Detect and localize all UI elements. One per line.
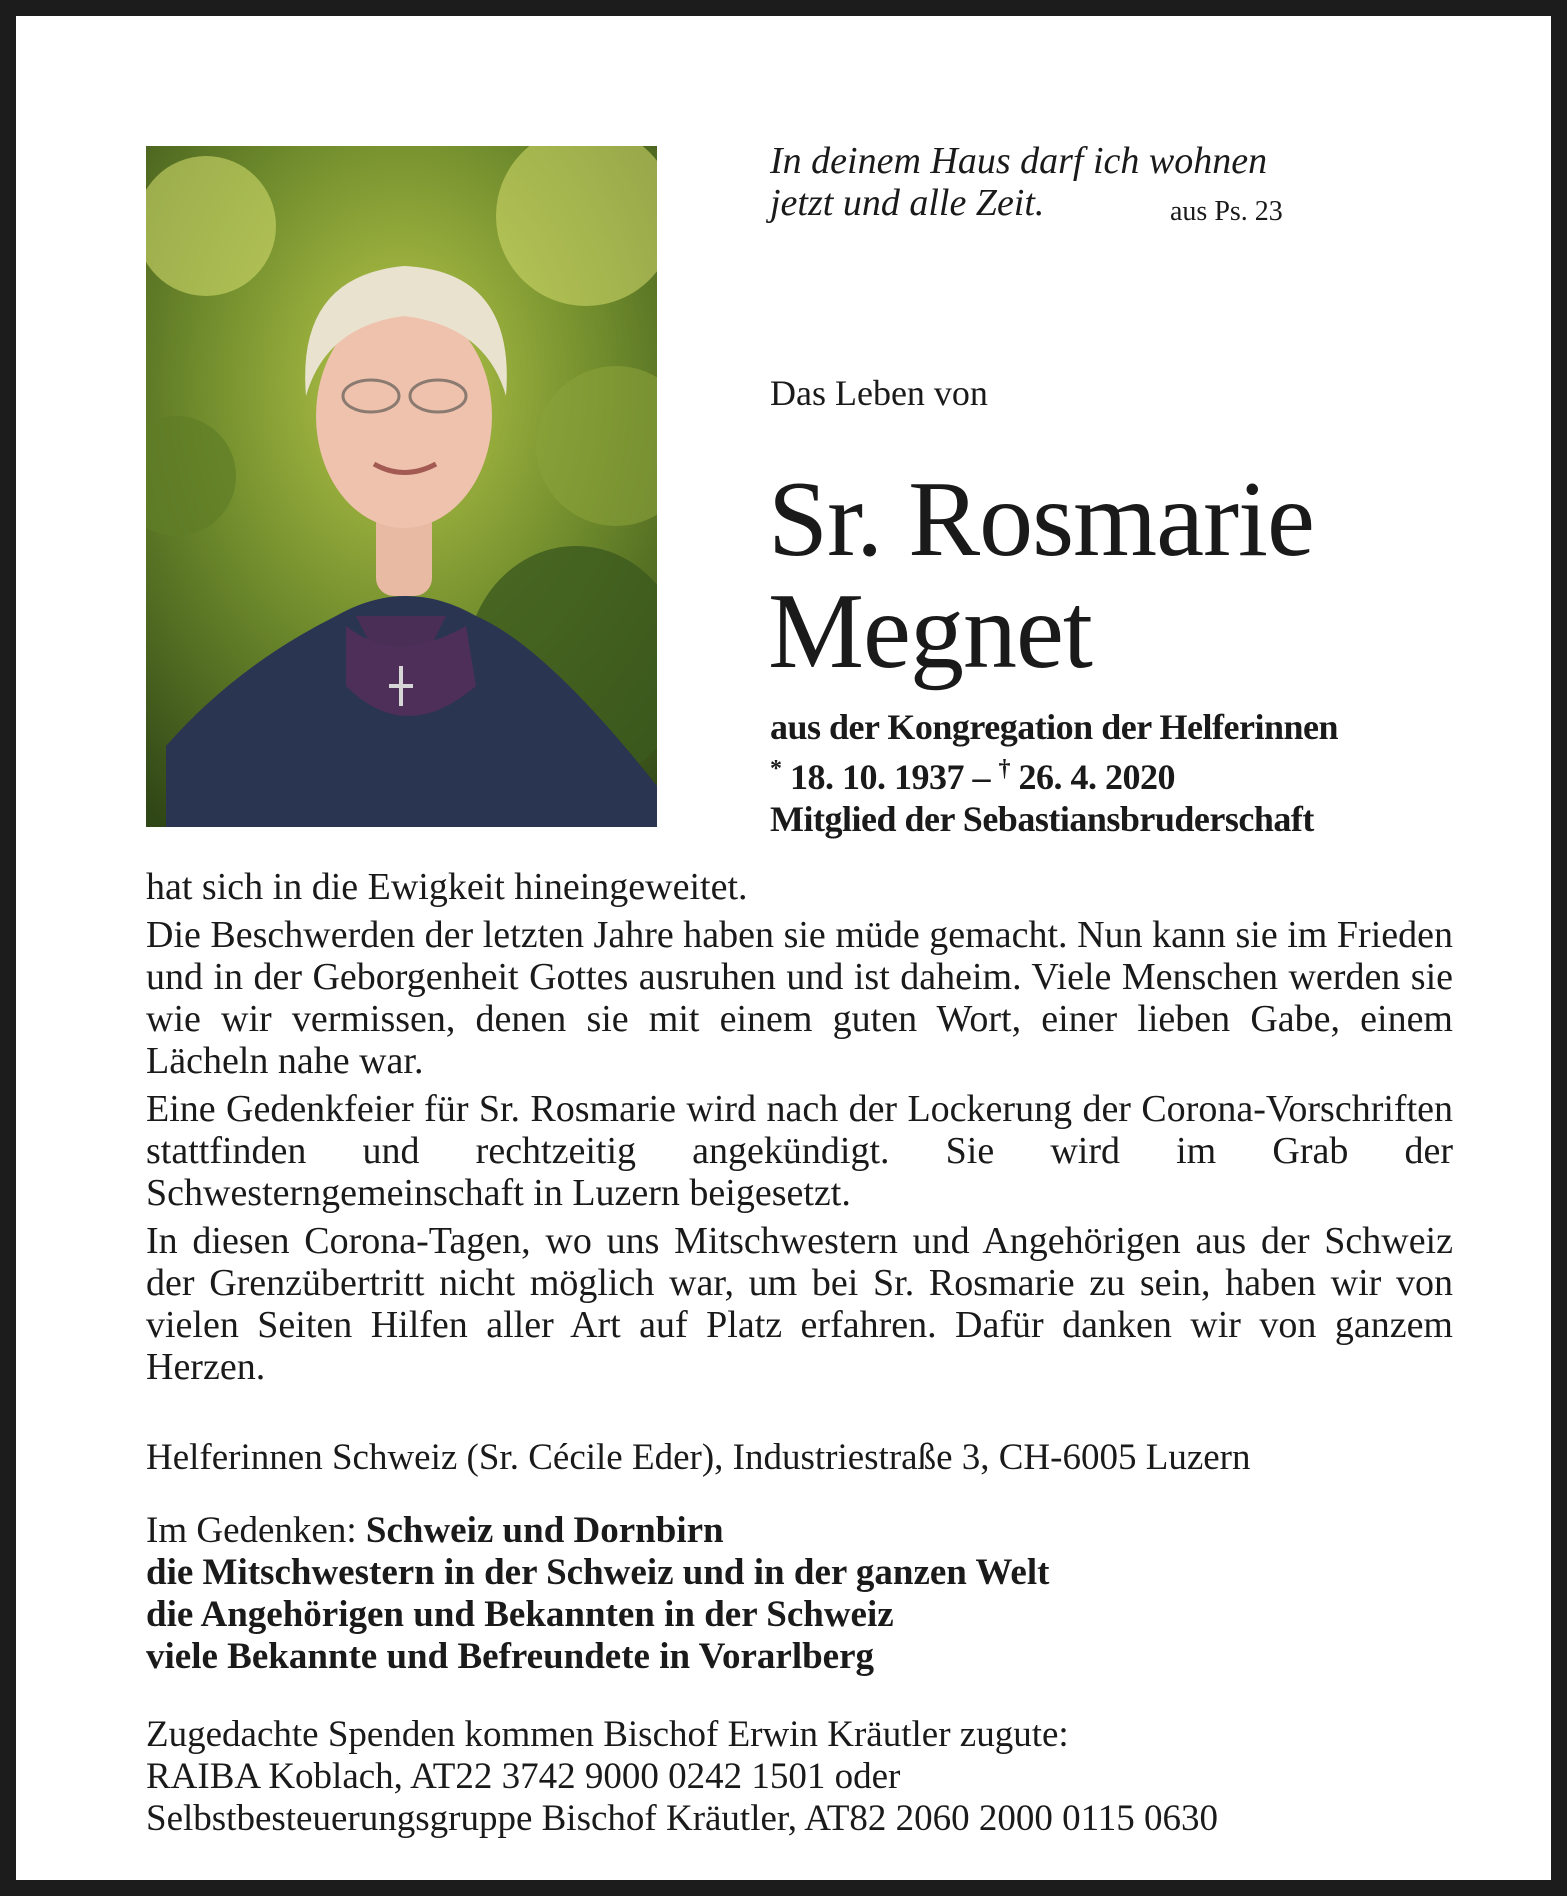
donations-info	[146, 1714, 1218, 1840]
body-paragraph-4: In diesen Corona-Tagen, wo uns Mitschwestern und Angehörigen aus der Schweiz der Grenzübertritt nicht möglich war, um bei Sr. Rosmarie zu sein, haben wir von vielen Seiten Hilfen aller Art auf Platz erfahren. Dafür danken wir von ganzem Herzen.	[146, 1220, 1453, 1388]
quote-line-1: In deinem Haus darf ich wohnen	[770, 140, 1268, 182]
name-line-1: Sr. Rosmarie	[768, 460, 1314, 579]
body-paragraph-3: Eine Gedenkfeier für Sr. Rosmarie wird nach der Lockerung der Corona-Vorschriften stattfinden und rechtzeitig angekündigt. Sie wird im Grab der Schwesterngemeinschaft in Luzern beigesetzt.	[146, 1088, 1453, 1214]
donations-line-2: RAIBA Koblach, AT22 3742 9000 0242 1501 oder	[146, 1756, 901, 1797]
donations-line-3: Selbstbesteuerungsgruppe Bischof Kräutler, AT82 2060 2000 0115 0630	[146, 1798, 1219, 1839]
quote-source: aus Ps. 23	[1170, 196, 1283, 227]
body-paragraph-2: Die Beschwerden der letzten Jahre haben sie müde gemacht. Nun kann sie im Frieden und in der Geborgenheit Gottes ausruhen und ist daheim. Viele Menschen werden sie wie wir vermissen, denen sie mit einem guten Wort, einer lieben Gabe, einem Lächeln nahe war.	[146, 914, 1453, 1082]
memorial-line-2: die Angehörigen und Bekannten in der Schweiz	[146, 1594, 894, 1635]
portrait-illustration	[146, 146, 657, 827]
birth-date: 18. 10. 1937 –	[790, 757, 990, 797]
death-date: 26. 4. 2020	[1018, 757, 1175, 797]
life-dates	[770, 748, 1338, 798]
body-paragraph-1: hat sich in die Ewigkeit hineingeweitet.	[146, 866, 748, 908]
donations-line-1: Zugedachte Spenden kommen Bischof Erwin Kräutler zugute:	[146, 1714, 1069, 1755]
congregation: aus der Kongregation der Helferinnen	[770, 707, 1339, 747]
contact-line: Helferinnen Schweiz (Sr. Cécile Eder), Industriestraße 3, CH-6005 Luzern	[146, 1437, 1251, 1478]
birth-symbol: *	[770, 756, 782, 782]
death-symbol: †	[998, 756, 1010, 782]
memorial-line-3: viele Bekannte und Befreundete in Vorarlberg	[146, 1636, 875, 1677]
obituary-body	[146, 866, 1453, 1394]
membership: Mitglied der Sebastiansbruderschaft	[770, 799, 1314, 839]
memorial-first-row	[146, 1510, 1049, 1552]
deceased-name	[768, 460, 1314, 691]
portrait-photo	[146, 146, 657, 827]
deceased-details	[770, 706, 1338, 840]
name-line-2: Megnet	[768, 572, 1092, 691]
memorial-line-1: die Mitschwestern in der Schweiz und in der ganzen Welt	[146, 1552, 1050, 1593]
quote-line-2: jetzt und alle Zeit.	[770, 182, 1045, 224]
bible-quote	[770, 140, 1283, 227]
intro-text: Das Leben von	[770, 373, 988, 413]
memorial-list	[146, 1510, 1049, 1678]
memorial-first: Schweiz und Dornbirn	[365, 1510, 724, 1551]
memorial-label: Im Gedenken:	[146, 1510, 366, 1551]
